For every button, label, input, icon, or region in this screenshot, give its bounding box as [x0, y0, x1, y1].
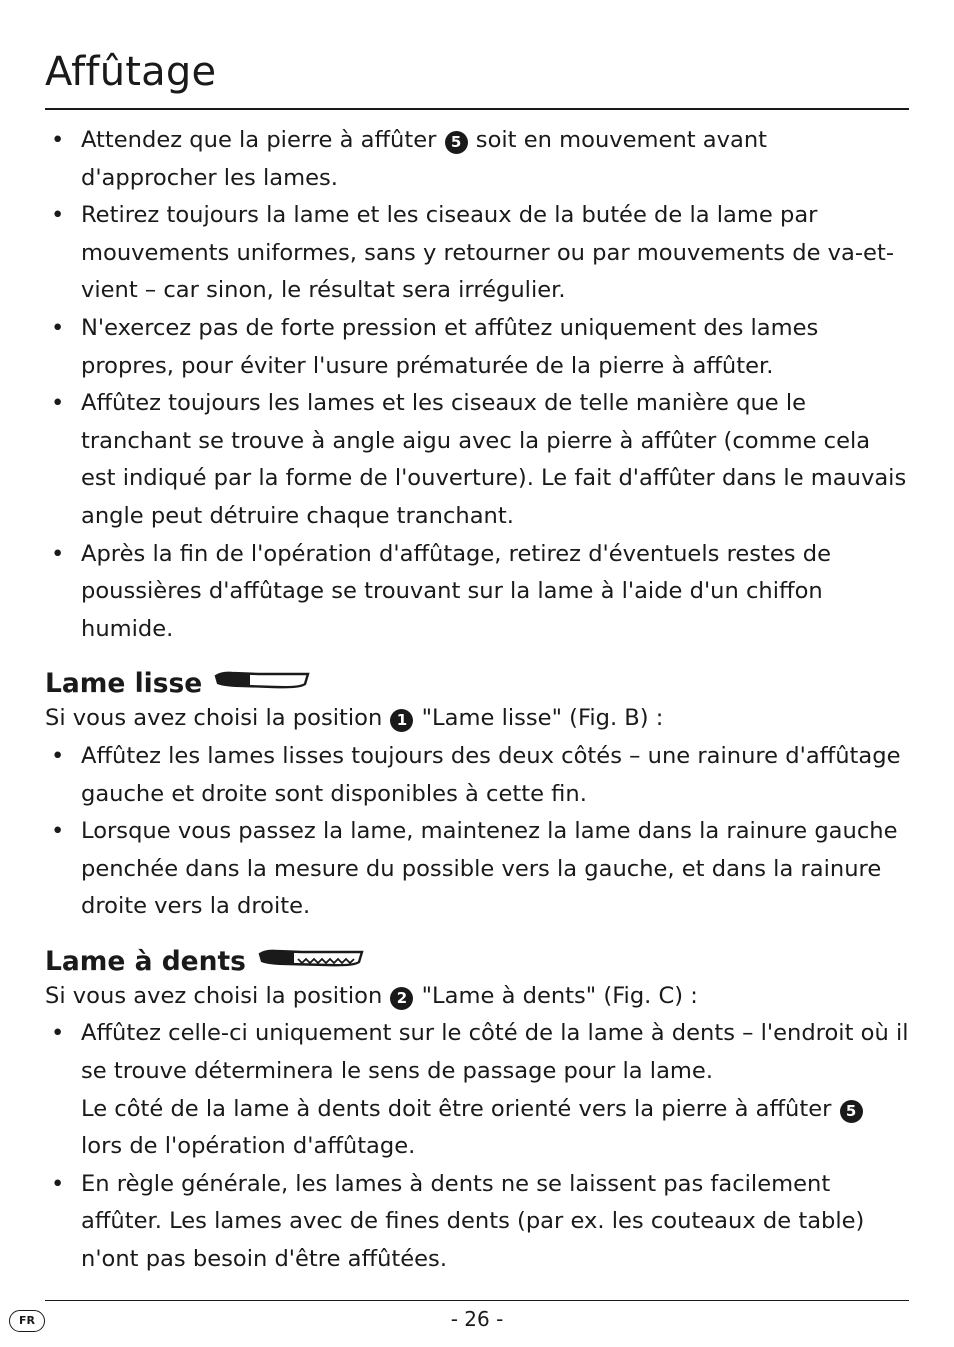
- text-run: En règle générale, les lames à dents ne se laissent pas facilement affûter. Les lames avec de fines dents (par ex. les couteaux de table) n'ont pas besoin d'être affûtées.: [81, 1170, 865, 1273]
- text-run: "Lame lisse" (Fig. B) :: [414, 705, 664, 732]
- bullet-item: [45, 1166, 909, 1279]
- bullet-item: [45, 385, 909, 535]
- section-heading-text: Lame lisse: [45, 668, 203, 700]
- section-intro: [45, 700, 909, 738]
- section-heading: [45, 664, 909, 704]
- main-content: [45, 122, 909, 1279]
- callout-number-icon: 2: [390, 987, 413, 1010]
- text-run: Affûtez celle-ci uniquement sur le côté de la lame à dents – l'endroit où il se trouve déterminera le sens de passage pour la lame.: [81, 1020, 909, 1085]
- smooth-blade-icon: [214, 664, 312, 704]
- serrated-blade-icon: [258, 942, 366, 982]
- bullet-item: [45, 1015, 909, 1165]
- bullet-continuation: [81, 1091, 909, 1166]
- text-run: Après la fin de l'opération d'affûtage, retirez d'éventuels restes de poussières d'affûtage se trouvant sur la lame à l'aide d'un chiffon humide.: [81, 540, 831, 642]
- callout-number-icon: 1: [390, 709, 413, 732]
- text-run: Si vous avez choisi la position: [45, 982, 390, 1009]
- text-run: Affûtez toujours les lames et les ciseaux de telle manière que le tranchant se trouve à angle aigu avec la pierre à affûter (comme cela est indiqué par la forme de l'ouverture). Le fait d'affûter dans le mauvais angle peut détruire chaque tranchant.: [81, 390, 907, 529]
- section-intro: [45, 978, 909, 1016]
- bullet-item: [45, 197, 909, 310]
- text-run: Le côté de la lame à dents doit être orienté vers la pierre à affûter: [81, 1095, 839, 1122]
- text-run: Retirez toujours la lame et les ciseaux de la butée de la lame par mouvements uniformes, sans y retourner ou par mouvements de va-et-vient – car sinon, le résultat sera irrégulier.: [81, 202, 894, 304]
- page-number: - 26 -: [450, 1307, 504, 1331]
- text-run: Attendez que la pierre à affûter: [81, 127, 444, 153]
- text-run: Si vous avez choisi la position: [45, 705, 390, 732]
- section-bullet-list: [45, 738, 909, 926]
- sections: [45, 664, 909, 1278]
- main-bullet-list: [45, 122, 909, 648]
- callout-number-icon: 5: [840, 1100, 863, 1123]
- bullet-item: [45, 738, 909, 813]
- language-badge: FR: [9, 1310, 45, 1332]
- bullet-item: [45, 536, 909, 649]
- text-run: soit en mouvement avant d'approcher les lames.: [81, 127, 768, 191]
- text-run: Lorsque vous passez la lame, maintenez la lame dans la rainure gauche penchée dans la mesure du possible vers la gauche, et dans la rainure droite vers la droite.: [81, 818, 898, 920]
- section-heading-text: Lame à dents: [45, 945, 246, 977]
- bullet-item: [45, 310, 909, 385]
- text-run: "Lame à dents" (Fig. C) :: [414, 982, 698, 1009]
- text-run: Affûtez les lames lisses toujours des deux côtés – une rainure d'affûtage gauche et droite sont disponibles à cette fin.: [81, 742, 901, 807]
- title-divider: [45, 108, 909, 110]
- section-bullet-list: [45, 1015, 909, 1278]
- section-heading: [45, 942, 909, 982]
- page-title: Affûtage: [45, 49, 217, 95]
- text-run: N'exercez pas de forte pression et affûtez uniquement des lames propres, pour éviter l'usure prématurée de la pierre à affûter.: [81, 314, 819, 379]
- footer-divider: [45, 1300, 909, 1301]
- text-run: lors de l'opération d'affûtage.: [81, 1133, 416, 1160]
- bullet-item: [45, 122, 909, 197]
- bullet-item: [45, 813, 909, 926]
- callout-number-icon: 5: [445, 131, 468, 154]
